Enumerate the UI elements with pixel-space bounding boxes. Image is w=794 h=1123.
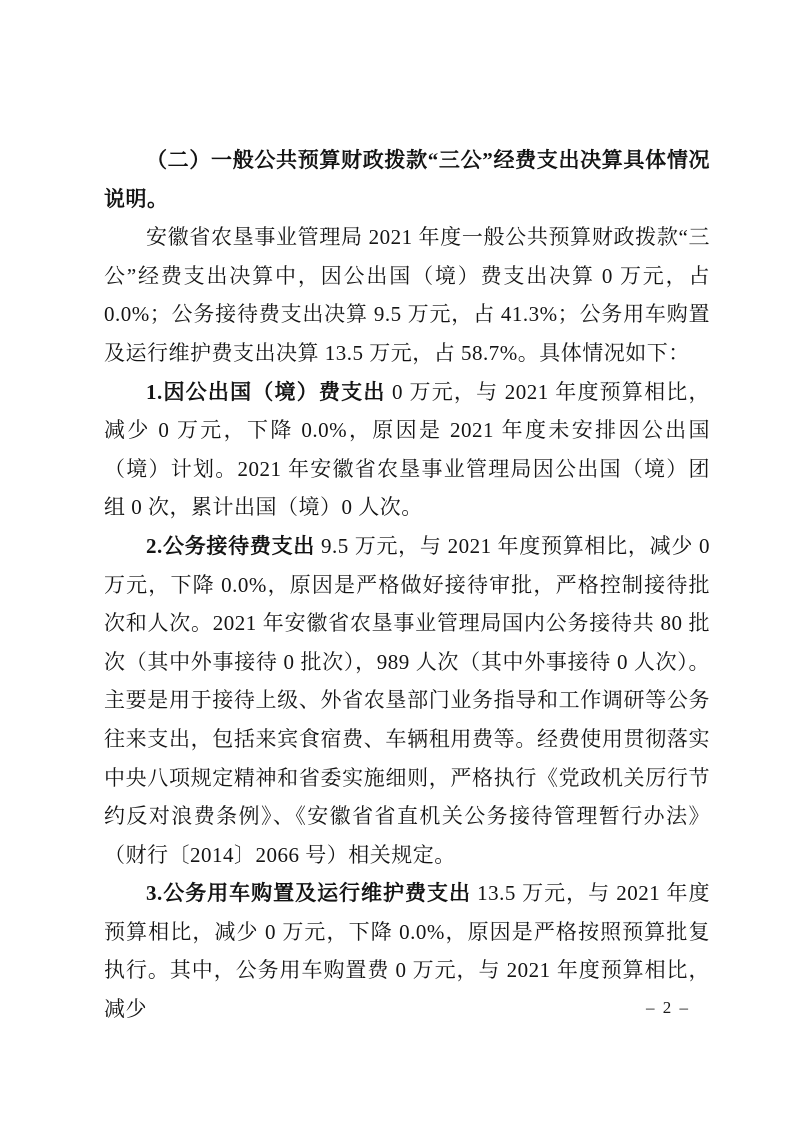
paragraph-summary	[104, 218, 710, 372]
text-run: 0 万元，与 2021 年度预算相比，减少 0 万元，下降 0.0%，原因是 2021 年度未安排因公出国（境）计划。2021 年安徽省农垦事业管理局因公出国（境）团组 0 次，累计出国（境）0 人次。	[104, 379, 711, 520]
paragraph-official-reception	[104, 527, 710, 874]
text-run: 13.5 万元，与 2021 年度预算相比，减少 0 万元，下降 0.0%，原因是严格按照预算批复执行。其中，公务用车购置费 0 万元，与 2021 年度预算相比，减少	[104, 881, 710, 1022]
section-heading: （二）一般公共预算财政拨款“三公”经费支出决算具体情况说明。	[104, 148, 710, 211]
paragraph-lead-bold: 3.公务用车购置及运行维护费支出	[146, 881, 471, 906]
paragraph-lead-bold: 1.因公出国（境）费支出	[146, 379, 386, 404]
document-body	[104, 141, 710, 1029]
paragraph-lead-bold: 2.公务接待费支出	[146, 533, 316, 558]
page-number: – 2 –	[646, 998, 690, 1017]
paragraph-official-vehicles	[104, 874, 710, 1028]
text-run: 安徽省农垦事业管理局 2021 年度一般公共预算财政拨款“三公”经费支出决算中，因公出国（境）费支出决算 0 万元，占 0.0%；公务接待费支出决算 9.5 万元，占 41.3%；公务用车购置及运行维护费支出决算 13.5 万元，占 58.7%。具体情况如下：	[104, 225, 710, 365]
text-run: 9.5 万元，与 2021 年度预算相比，减少 0 万元，下降 0.0%，原因是严格做好接待审批，严格控制接待批次和人次。2021 年安徽省农垦事业管理局国内公务接待共 80 批次（其中外事接待 0 批次），989 人次（其中外事接待 0 人次）。主要是用于接待上级、外省农垦部门业务指导和工作调研等公务往来支出，包括来宾食宿费、车辆租用费等。经费使用贯彻落实中央八项规定精神和省委实施细则，严格执行《党政机关厉行节约反对浪费条例》、《安徽省省直机关公务接待管理暂行办法》（财行〔2014〕2066 号）相关规定。	[104, 533, 711, 867]
paragraph-outbound-travel	[104, 373, 710, 527]
